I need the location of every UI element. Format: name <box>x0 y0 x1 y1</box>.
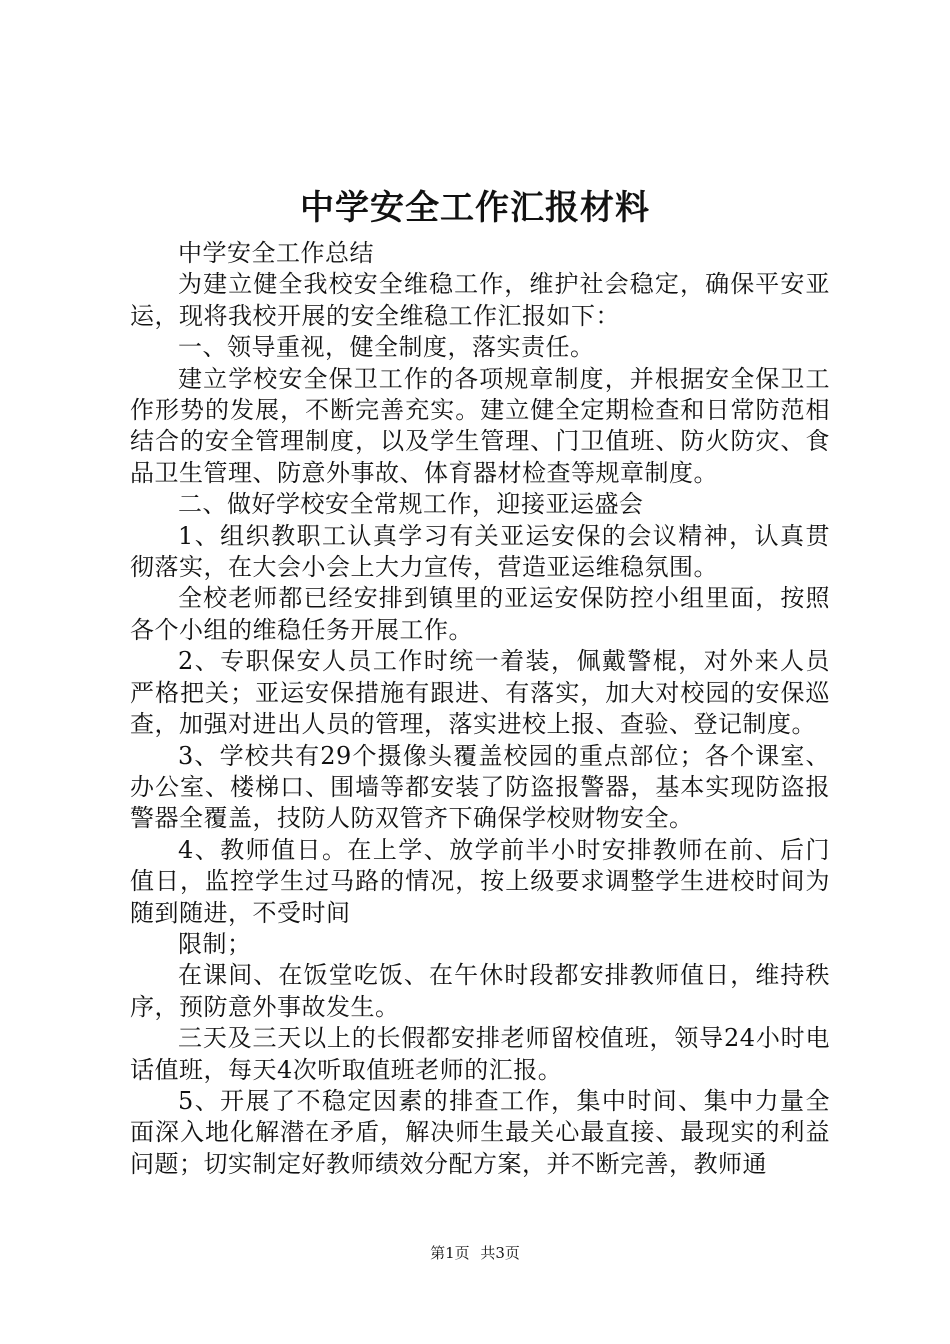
paragraph: 全校老师都已经安排到镇里的亚运安保防控小组里面，按照各个小组的维稳任务开展工作。 <box>130 584 830 644</box>
page-footer <box>0 1243 950 1263</box>
page-number-current: 第1页 <box>430 1244 470 1262</box>
document-body <box>130 238 830 1180</box>
paragraph: 2、专职保安人员工作时统一着装，佩戴警棍，对外来人员严格把关；亚运安保措施有跟进、有落实，加大对校园的安保巡查，加强对进出人员的管理，落实进校上报、查验、登记制度。 <box>130 647 830 739</box>
paragraph: 3、学校共有29个摄像头覆盖校园的重点部位；各个课室、办公室、楼梯口、围墙等都安装了防盗报警器，基本实现防盗报警器全覆盖，技防人防双管齐下确保学校财物安全。 <box>130 741 830 833</box>
document-title: 中学安全工作汇报材料 <box>300 188 650 228</box>
section-heading-2: 二、做好学校安全常规工作，迎接亚运盛会 <box>178 490 644 519</box>
paragraph: 1、组织教职工认真学习有关亚运安保的会议精神，认真贯彻落实，在大会小会上大力宣传，营造亚运维稳氛围。 <box>130 521 830 582</box>
page-number-total: 共3页 <box>480 1244 520 1262</box>
paragraph-intro: 为建立健全我校安全维稳工作，维护社会稳定，确保平安亚运，现将我校开展的安全维稳工作汇报如下： <box>130 270 830 330</box>
paragraph: 三天及三天以上的长假都安排老师留校值班，领导24小时电话值班，每天4次听取值班老师的汇报。 <box>130 1024 830 1084</box>
paragraph: 5、开展了不稳定因素的排查工作，集中时间、集中力量全面深入地化解潜在矛盾，解决师生最关心最直接、最现实的利益问题；切实制定好教师绩效分配方案，并不断完善，教师通 <box>130 1086 830 1178</box>
paragraph: 4、教师值日。在上学、放学前半小时安排教师在前、后门值日，监控学生过马路的情况，按上级要求调整学生进校时间为随到随进，不受时间 <box>130 835 830 927</box>
paragraph-subtitle: 中学安全工作总结 <box>178 239 374 267</box>
paragraph: 在课间、在饭堂吃饭、在午休时段都安排教师值日，维持秩序，预防意外事故发生。 <box>130 961 830 1021</box>
paragraph: 建立学校安全保卫工作的各项规章制度，并根据安全保卫工作形势的发展，不断完善充实。建立健全定期检查和日常防范相结合的安全管理制度，以及学生管理、门卫值班、防火防灾、食品卫生管理、防意外事故、体育器材检查等规章制度。 <box>130 364 830 487</box>
section-heading-1: 一、领导重视，健全制度，落实责任。 <box>178 333 595 362</box>
paragraph: 限制； <box>178 929 252 958</box>
